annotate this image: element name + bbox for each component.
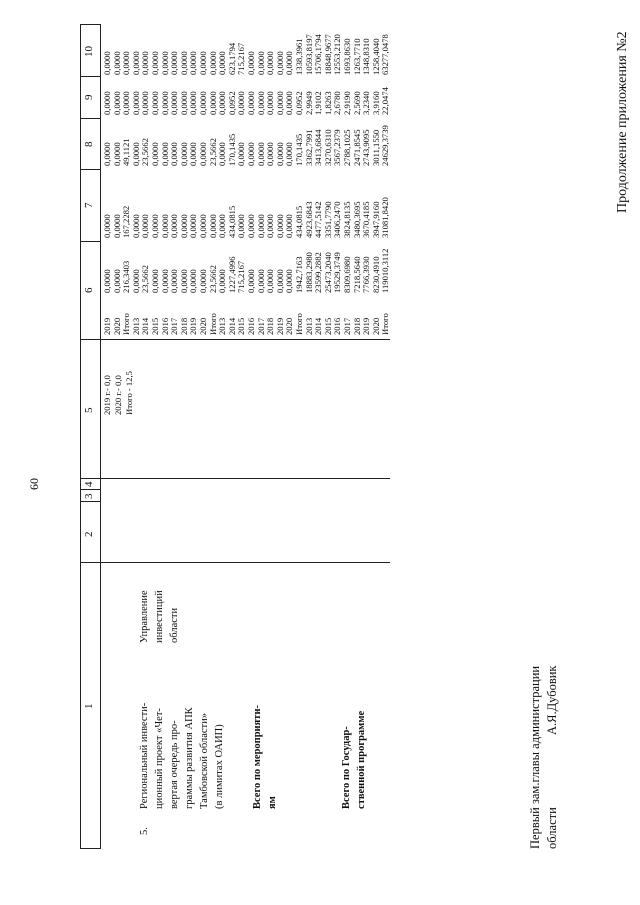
row-value-cell: 0,0000 [130,269,141,293]
row-value-cell: 0,0000 [265,142,276,166]
row-value-cell: 0,0000 [265,214,276,238]
row-value-cell: 0,0000 [111,91,122,115]
row-value-cell: 0,0000 [246,269,256,293]
row-value-cell: 1338,3961 [294,38,304,75]
row-year-cell: 2016 [332,317,343,335]
row-value-cell: 0,0000 [284,142,295,166]
column-number: 2 [83,531,95,537]
row-value-cell: 0,0000 [188,51,199,75]
row-value-cell: 0,0000 [140,51,151,75]
row-value-cell: 0,0000 [207,214,218,238]
row-value-cell: 1,9102 [313,91,324,115]
row-value-cell: 0,0000 [236,91,247,115]
row-year-cell: 2019 [274,317,285,335]
row-value-cell: 22,0474 [380,87,391,115]
row-value-cell: 3362,7991 [303,129,314,166]
row-value-cell: 0,0000 [102,269,112,293]
row-year-cell: 2020 [198,317,208,335]
row-value-cell: 8309,6980 [342,256,352,293]
row-value-cell: 434,0815 [226,205,237,238]
row-value-cell: 0,0000 [140,214,151,238]
row-value-cell: 0,0000 [169,142,180,166]
row-value-cell: 0,0000 [198,269,208,293]
row-value-cell: 0,0000 [102,214,112,238]
row-value-cell: 18848,9677 [322,34,333,75]
row-value-cell: 3824,8135 [342,201,352,238]
row-value-cell: 0,0000 [274,269,285,293]
row-value-cell: 0,0000 [284,269,295,293]
row-value-cell: 3567,2379 [332,129,343,166]
row-value-cell: 0,0000 [217,91,228,115]
row-value-cell: 8230,4910 [370,256,381,293]
row-value-cell: 170,1435 [226,133,237,166]
row-value-cell: 1942,7163 [294,256,304,293]
row-year-cell: 2014 [226,317,237,335]
row-value-cell: 0,0000 [159,269,170,293]
row-value-cell: 0,0000 [217,51,228,75]
page-number: 60 [27,478,41,490]
row-year-cell: 2017 [255,317,266,335]
row-value-cell: 0,0000 [217,269,228,293]
row-value-cell: 0,0000 [140,91,151,115]
col-divider [80,478,100,479]
table-right-border [80,24,100,25]
col-divider [80,489,100,490]
row-value-cell: 0,0000 [150,142,160,166]
row-value-cell: 63277,0478 [380,34,391,75]
row-year-cell: 2014 [140,317,151,335]
row-value-cell: 23,5662 [207,265,218,293]
total-measures-label: Всего по мероприяти- [252,705,263,809]
row-year-cell: 2016 [246,317,256,335]
row-value-cell: 0,0000 [102,142,112,166]
row-value-cell: 170,1435 [294,133,304,166]
signature-title-cont: области [545,807,559,849]
row-value-cell: 1693,8630 [342,38,352,75]
row-value-cell: 0,0952 [226,91,237,115]
row-value-cell: 1348,8310 [361,38,372,75]
row-value-cell: 2788,1025 [342,129,352,166]
row-value-cell: 0,0000 [236,142,247,166]
col-divider [100,339,390,340]
column-number: 6 [83,287,95,293]
row-value-cell: 2471,8545 [351,129,362,166]
row-value-cell: 2,9190 [342,91,352,115]
row-year-cell: Итого [207,313,218,335]
row-value-cell: 0,0000 [159,91,170,115]
row-value-cell: 7766,3930 [361,256,372,293]
row-value-cell: 7218,5640 [351,256,362,293]
row-value-cell: 0,0000 [159,142,170,166]
column-number: 1 [83,703,95,709]
row-year-cell: Итого [121,313,132,335]
row-value-cell: 3270,6310 [322,129,333,166]
row-year-cell: Итого [380,313,391,335]
column-number: 3 [83,493,95,499]
col-divider [100,562,390,563]
row-value-cell: 0,0000 [150,214,160,238]
row-value-cell: 0,0000 [284,51,295,75]
row-value-cell: 0,0000 [169,51,180,75]
row-value-cell: 119010,3112 [380,248,391,293]
row-value-cell: 0,0000 [236,214,247,238]
table-top-border [80,24,81,849]
row-value-cell: 1258,4040 [370,38,381,75]
row-value-cell: 0,0000 [102,91,112,115]
row-year-cell: 2018 [351,317,362,335]
row-value-cell: 23,5662 [207,138,218,166]
row-value-cell: 23,5662 [140,138,151,166]
column-number: 9 [83,94,95,100]
appendix-heading: Продолжение приложения №2 [615,31,630,213]
row-value-cell: 0,0000 [121,51,132,75]
row-value-cell: 25473,2040 [322,252,333,293]
funding-note-line: 2019 г.- 0,0 [102,375,112,415]
row-value-cell: 3,2340 [361,91,372,115]
row-value-cell: 0,0000 [284,214,295,238]
row-value-cell: 0,0000 [198,91,208,115]
row-value-cell: 4923,6843 [303,201,314,238]
row-value-cell: 0,0000 [265,51,276,75]
row-value-cell: 49,1121 [121,138,132,166]
row-value-cell: 0,0000 [188,269,199,293]
row-value-cell: 10593,8197 [303,34,314,75]
row-value-cell: 1227,4996 [226,256,237,293]
row-year-cell: 2016 [159,317,170,335]
row-value-cell: 0,0000 [178,91,189,115]
row-value-cell: 167,2282 [121,205,132,238]
row-year-cell: 2019 [361,317,372,335]
row-value-cell: 0,0000 [255,142,266,166]
row-value-cell: 18883,2980 [303,252,314,293]
row-value-cell: 0,0000 [150,269,160,293]
project-name-line: (в лимитах ОАИП) [214,724,225,809]
column-number: 5 [83,407,95,413]
table-left-border [80,848,100,849]
row-value-cell: 24629,3739 [380,125,391,166]
executor-line: области [169,607,180,643]
row-value-cell: 12553,2120 [332,34,343,75]
row-value-cell: 3947,9160 [370,201,381,238]
row-value-cell: 15706,1794 [313,34,324,75]
row-value-cell: 19529,3749 [332,252,343,293]
row-year-cell: 2020 [370,317,381,335]
row-value-cell: 1263,7710 [351,38,362,75]
row-value-cell: 0,0000 [207,51,218,75]
row-value-cell: 3406,2470 [332,201,343,238]
row-value-cell: 0,0000 [246,91,256,115]
row-value-cell: 1,8263 [322,91,333,115]
header-bottom-border [100,24,101,849]
row-value-cell: 0,0000 [111,51,122,75]
column-number: 4 [83,481,95,487]
total-program-label: ственной программе [356,710,367,809]
row-value-cell: 0,0000 [188,214,199,238]
row-value-cell: 0,0000 [188,91,199,115]
col-divider [80,562,100,563]
signature-title: Первый зам.главы администрации [528,665,542,849]
row-value-cell: 0,0000 [150,51,160,75]
funding-note-line: 2020 г.- 0,0 [113,375,123,415]
row-year-cell: 2014 [313,317,324,335]
executor-line: инвестиций [154,590,165,643]
row-value-cell: 2743,9095 [361,129,372,166]
row-value-cell: 3,9160 [370,91,381,115]
row-year-cell: 2020 [111,317,122,335]
col-divider [80,169,100,170]
funding-note-line: Итого - 12,5 [124,371,134,415]
total-measures-label: ям [267,796,278,809]
row-year-cell: 2020 [284,317,295,335]
row-year-cell: 2017 [169,317,180,335]
row-value-cell: 0,0000 [198,214,208,238]
row-value-cell: 715,2167 [236,42,247,75]
row-value-cell: 0,0000 [217,142,228,166]
col-divider [80,76,100,77]
row-year-cell: 2019 [102,317,112,335]
col-divider [80,241,100,242]
row-value-cell: 0,0000 [178,142,189,166]
row-value-cell: 0,0000 [274,51,285,75]
row-value-cell: 0,0000 [274,214,285,238]
row-year-cell: 2018 [178,317,189,335]
row-value-cell: 623,1794 [226,42,237,75]
row-year-cell: 2015 [150,317,160,335]
row-year-cell: 2015 [236,317,247,335]
row-value-cell: 0,0000 [169,214,180,238]
row-value-cell: 3480,3695 [351,201,362,238]
row-value-cell: 0,0000 [159,51,170,75]
row-value-cell: 2,6780 [332,91,343,115]
project-name-line: вертая очередь про- [169,720,180,809]
row-value-cell: 2,5690 [351,91,362,115]
row-value-cell: 0,0952 [294,91,304,115]
col-divider [100,478,390,479]
row-value-cell: 23599,2882 [313,252,324,293]
row-value-cell: 0,0000 [198,142,208,166]
row-value-cell: 0,0000 [130,51,141,75]
row-value-cell: 0,0000 [178,269,189,293]
project-name-line: Тамбовской области» [199,712,210,809]
executor-line: Управление [139,590,150,643]
row-value-cell: 0,0000 [130,142,141,166]
row-year-cell: 2017 [342,317,352,335]
col-divider [80,118,100,119]
project-name-line: граммы развития АПК [184,707,195,809]
signature-name: А.Я.Дубовик [545,665,559,735]
row-year-cell: 2013 [303,317,314,335]
project-name-line: Региональный инвести- [139,702,150,809]
row-value-cell: 0,0000 [111,269,122,293]
row-value-cell: 4477,5142 [313,201,324,238]
column-number: 7 [83,202,95,208]
row-value-cell: 0,0000 [217,214,228,238]
row-value-cell: 0,0000 [178,51,189,75]
row-value-cell: 0,0000 [111,142,122,166]
column-number: 8 [83,141,95,147]
row-value-cell: 0,0000 [130,91,141,115]
row-year-cell: 2013 [217,317,228,335]
row-value-cell: 0,0000 [130,214,141,238]
col-divider [80,339,100,340]
row-value-cell: 0,0000 [265,269,276,293]
row-value-cell: 0,0000 [111,214,122,238]
row-value-cell: 3351,7790 [322,201,333,238]
row-value-cell: 0,0000 [255,214,266,238]
row-year-cell: 2018 [265,317,276,335]
row-value-cell: 31081,8420 [380,197,391,238]
project-name-line: ционный проект «Чет- [154,708,165,809]
row-value-cell: 3670,4185 [361,201,372,238]
row-value-cell: 0,0000 [274,142,285,166]
column-number: 10 [83,46,95,57]
row-value-cell: 2,9949 [303,91,314,115]
row-value-cell: 0,0000 [255,269,266,293]
row-value-cell: 23,5662 [140,265,151,293]
row-year-cell: 2013 [130,317,141,335]
row-value-cell: 0,0000 [169,269,180,293]
row-value-cell: 0,0000 [207,91,218,115]
row-value-cell: 0,0000 [265,91,276,115]
row-value-cell: 0,0000 [246,142,256,166]
row-value-cell: 0,0000 [121,91,132,115]
row-value-cell: 0,0000 [150,91,160,115]
total-program-label: Всего по Государ- [341,726,352,809]
row-value-cell: 715,2167 [236,260,247,293]
row-value-cell: 0,0000 [169,91,180,115]
row-value-cell: 0,0000 [188,142,199,166]
row-value-cell: 0,0000 [274,91,285,115]
row-value-cell: 0,0000 [198,51,208,75]
row-value-cell: 0,0000 [255,91,266,115]
row-value-cell: 216,3403 [121,260,132,293]
col-divider [80,501,100,502]
row-value-cell: 0,0000 [284,91,295,115]
row-value-cell: 0,0000 [246,214,256,238]
row-value-cell: 0,0000 [102,51,112,75]
row-value-cell: 0,0000 [178,214,189,238]
row-year-cell: 2015 [322,317,333,335]
row-value-cell: 3011,1550 [370,129,381,166]
row-number: 5. [139,827,150,835]
row-value-cell: 0,0000 [246,51,256,75]
row-value-cell: 434,0815 [294,205,304,238]
row-value-cell: 3413,6844 [313,129,324,166]
row-value-cell: 0,0000 [255,51,266,75]
row-year-cell: Итого [294,313,304,335]
row-value-cell: 0,0000 [159,214,170,238]
row-year-cell: 2019 [188,317,199,335]
